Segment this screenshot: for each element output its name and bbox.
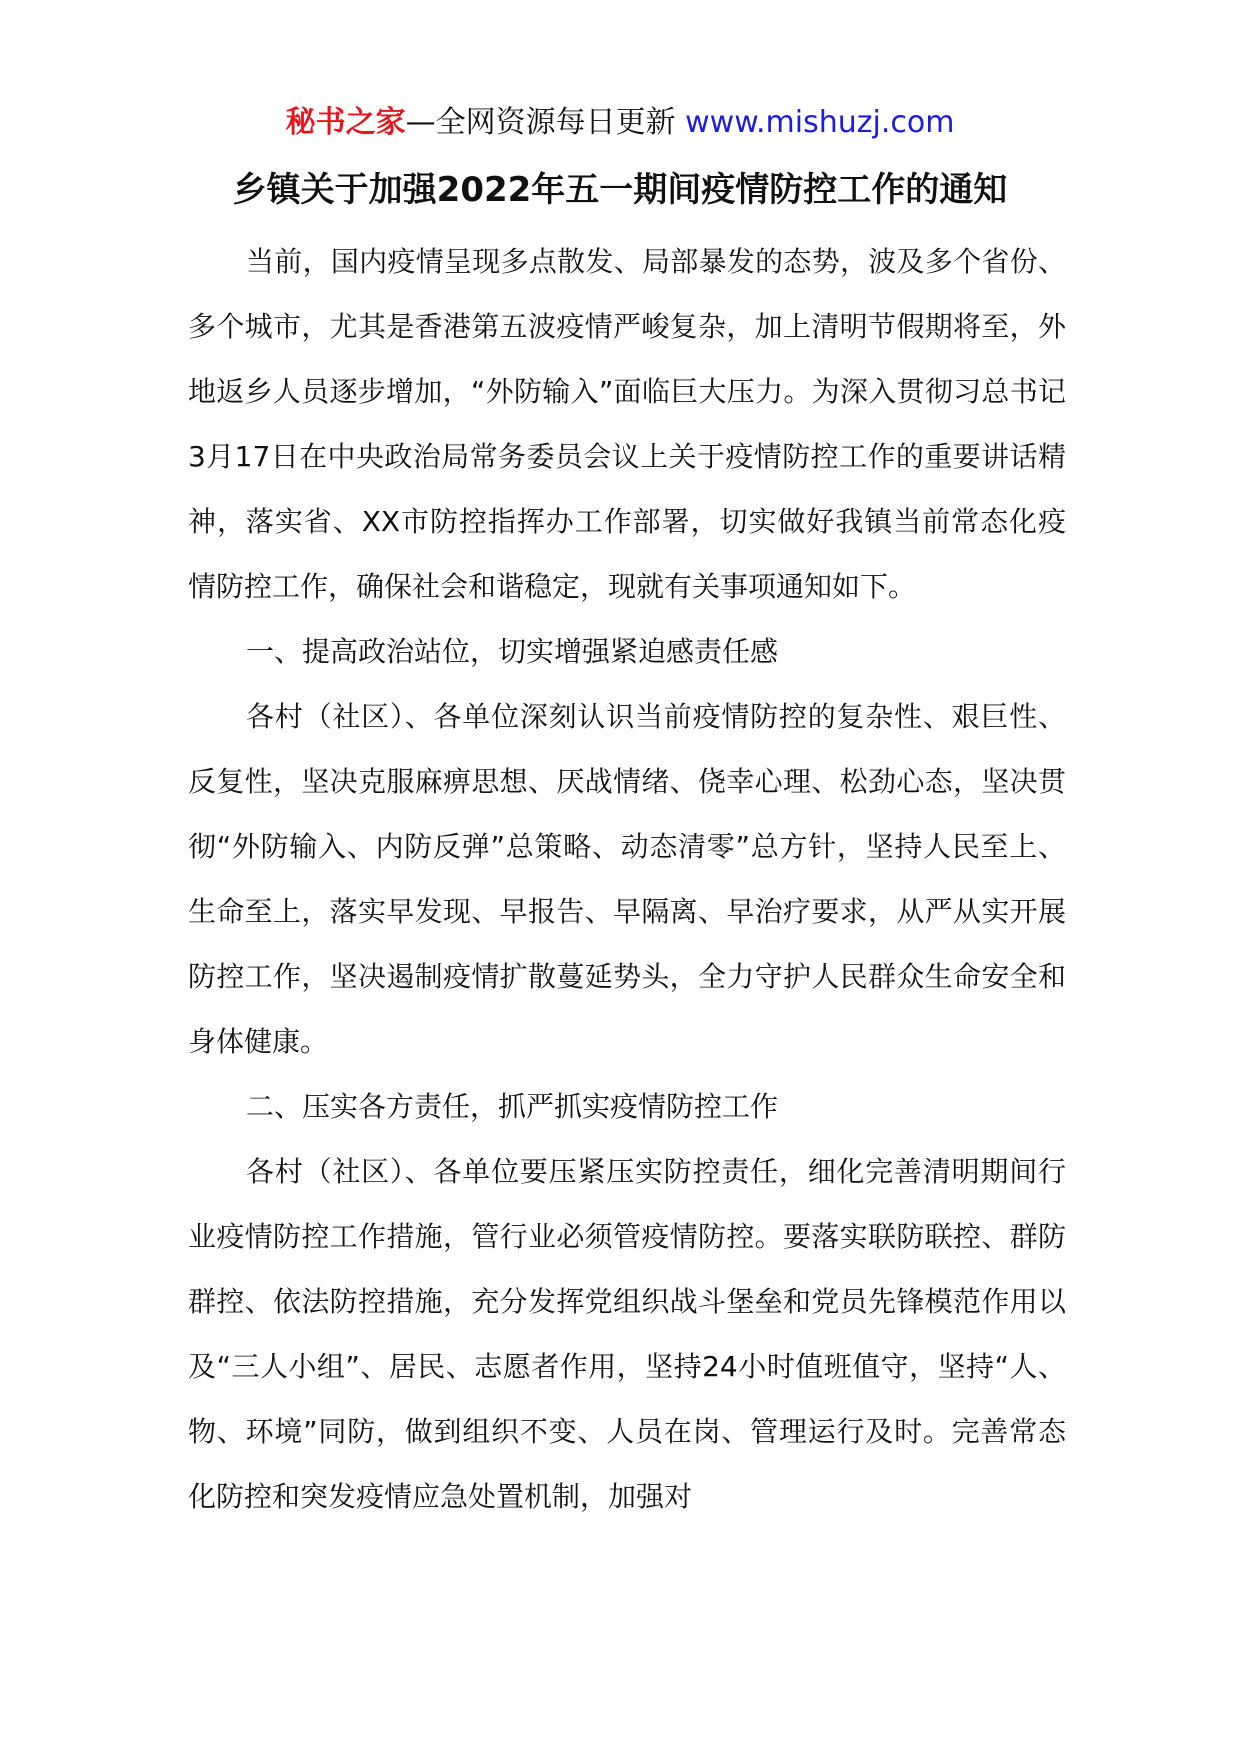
header-tagline: —全网资源每日更新 <box>405 105 686 140</box>
document-body <box>188 229 1066 1529</box>
site-header <box>0 100 1240 146</box>
site-url-link[interactable]: www.mishuzj.com <box>685 105 955 140</box>
section-heading-1: 一、提高政治站位，切实增强紧迫感责任感 <box>246 635 779 668</box>
paragraph-section-1: 各村（社区）、各单位深刻认识当前疫情防控的复杂性、艰巨性、反复性，坚决克服麻痹思想、厌战情绪、侥幸心理、松劲心态，坚决贯彻“外防输入、内防反弹”总策略、动态清零”总方针，坚持人民至上、生命至上，落实早发现、早报告、早隔离、早治疗要求，从严从实开展防控工作，坚决遏制疫情扩散蔓延势头，全力守护人民群众生命安全和身体健康。 <box>188 700 1066 1058</box>
brand-name: 秘书之家 <box>285 105 406 140</box>
document-title: 乡镇关于加强2022年五一期间疫情防控工作的通知 <box>232 170 1008 210</box>
paragraph-intro: 当前，国内疫情呈现多点散发、局部暴发的态势，波及多个省份、多个城市，尤其是香港第五波疫情严峻复杂，加上清明节假期将至，外地返乡人员逐步增加，“外防输入”面临巨大压力。为深入贯彻习总书记3月17日在中央政治局常务委员会议上关于疫情防控工作的重要讲话精神，落实省、XX市防控指挥办工作部署，切实做好我镇当前常态化疫情防控工作，确保社会和谐稳定，现就有关事项通知如下。 <box>188 245 1066 603</box>
section-heading-2: 二、压实各方责任，抓严抓实疫情防控工作 <box>246 1090 779 1123</box>
paragraph-section-2: 各村（社区）、各单位要压紧压实防控责任，细化完善清明期间行业疫情防控工作措施，管行业必须管疫情防控。要落实联防联控、群防群控、依法防控措施，充分发挥党组织战斗堡垒和党员先锋模范作用以及“三人小组”、居民、志愿者作用，坚持24小时值班值守，坚持“人、物、环境”同防，做到组织不变、人员在岗、管理运行及时。完善常态化防控和突发疫情应急处置机制，加强对 <box>188 1155 1066 1513</box>
